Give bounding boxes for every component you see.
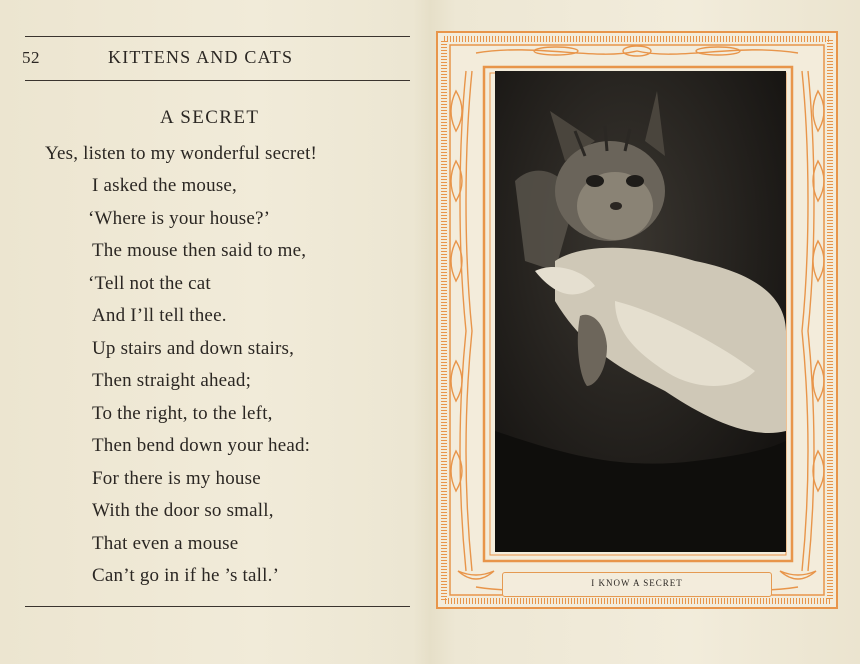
poem-line: ‘Tell not the cat — [88, 273, 211, 294]
poem-line: Yes, listen to my wonderful secret! — [45, 143, 318, 164]
header-rule — [25, 80, 410, 81]
poem-line: Can’t go in if he ’s tall.’ — [92, 565, 280, 586]
poem-line: That even a mouse — [92, 533, 239, 554]
top-rule — [25, 36, 410, 37]
poem-line: With the door so small, — [92, 500, 274, 521]
poem-line: To the right, to the left, — [92, 403, 273, 424]
page-number: 52 — [22, 48, 40, 67]
poem-line: Then bend down your head: — [92, 435, 311, 456]
poem-line: For there is my house — [92, 468, 261, 489]
poem-line: Up stairs and down stairs, — [92, 338, 295, 359]
poem-line: The mouse then said to me, — [92, 240, 307, 261]
poem-line: And I’ll tell thee. — [92, 305, 227, 326]
poem-line: I asked the mouse, — [92, 175, 238, 196]
caption-box — [502, 572, 772, 597]
poem-line: Then straight ahead; — [92, 370, 252, 391]
plate-caption: I KNOW A SECRET — [591, 578, 683, 588]
footer-rule — [25, 606, 410, 607]
poem-title: A SECRET — [160, 107, 260, 128]
kitten-photograph — [495, 71, 786, 552]
running-head: KITTENS AND CATS — [108, 47, 294, 67]
poem-line: ‘Where is your house?’ — [88, 208, 271, 229]
